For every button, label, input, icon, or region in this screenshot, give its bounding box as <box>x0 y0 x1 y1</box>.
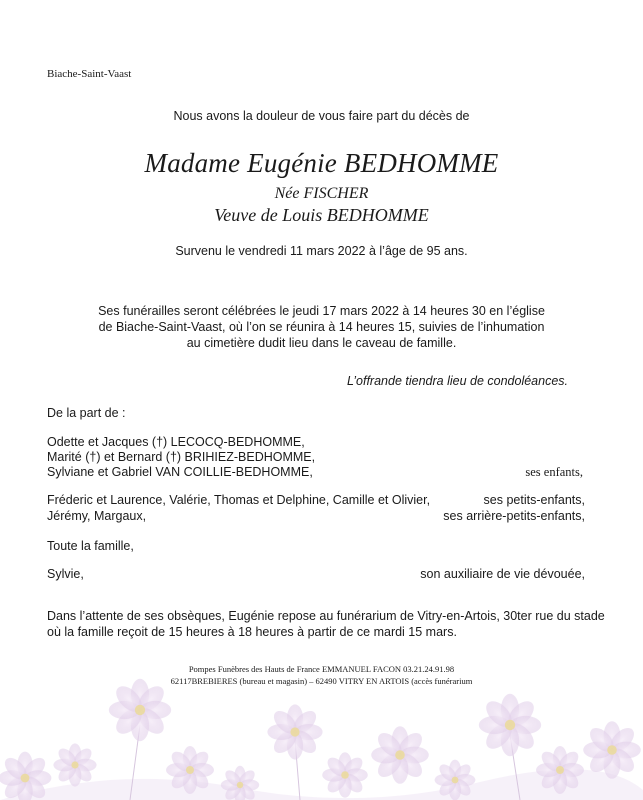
grandchildren-line-1: Fréderic et Laurence, Valérie, Thomas et Delphine, Camille et Olivier, <box>47 493 431 507</box>
footer-address: 62117BREBIERES (bureau et magasin) – 62490 VITRY EN ARTOIS (accès funérarium <box>170 676 473 686</box>
caregiver-role: son auxiliaire de vie dévouée, <box>420 567 585 581</box>
child-entry: Sylviane et Gabriel VAN COILLIE-BEDHOMME, <box>47 465 313 479</box>
deceased-name: Madame Eugénie BEDHOMME <box>144 148 499 178</box>
caregiver-name: Sylvie, <box>47 567 84 581</box>
date-of-death: Survenu le vendredi 11 mars 2022 à l’âge de 95 ans. <box>175 244 468 258</box>
child-entry: Odette et Jacques (†) LECOCQ-BEDHOMME, <box>47 435 305 449</box>
maiden-name: Née FISCHER <box>274 185 369 202</box>
grandchildren-role: ses petits-enfants, <box>483 493 585 507</box>
funeral-line-3: au cimetière dudit lieu dans le caveau de famille. <box>186 336 457 350</box>
repose-line-2: où la famille reçoit de 15 heures à 18 heures à partir de ce mardi 15 mars. <box>47 625 457 639</box>
flower-border-decoration <box>0 670 643 800</box>
offrande-note: L’offrande tiendra lieu de condoléances. <box>347 374 568 388</box>
funeral-line-1: Ses funérailles seront célébrées le jeudi 17 mars 2022 à 14 heures 30 en l’église <box>98 304 545 318</box>
footer-company: Pompes Funèbres des Hauts de France EMMANUEL FACON 03.21.24.91.98 <box>188 664 455 674</box>
intro-text: Nous avons la douleur de vous faire part du décès de <box>173 109 470 123</box>
town-name: Biache-Saint-Vaast <box>47 68 132 80</box>
funeral-line-2: de Biache-Saint-Vaast, où l’on se réunira à 14 heures 15, suivies de l’inhumation <box>98 320 545 334</box>
children-role: ses enfants, <box>525 465 583 479</box>
great-grandchildren-role: ses arrière-petits-enfants, <box>443 509 585 523</box>
de-la-part-heading: De la part de : <box>47 406 126 420</box>
repose-line-1: Dans l’attente de ses obsèques, Eugénie repose au funérarium de Vitry-en-Artois, 30ter rue du stade <box>47 609 605 623</box>
grandchildren-line-2: Jérémy, Margaux, <box>47 509 147 523</box>
child-entry: Marité (†) et Bernard (†) BRIHIEZ-BEDHOMME, <box>47 450 316 464</box>
whole-family: Toute la famille, <box>47 539 134 553</box>
widow-of: Veuve de Louis BEDHOMME <box>214 205 429 225</box>
